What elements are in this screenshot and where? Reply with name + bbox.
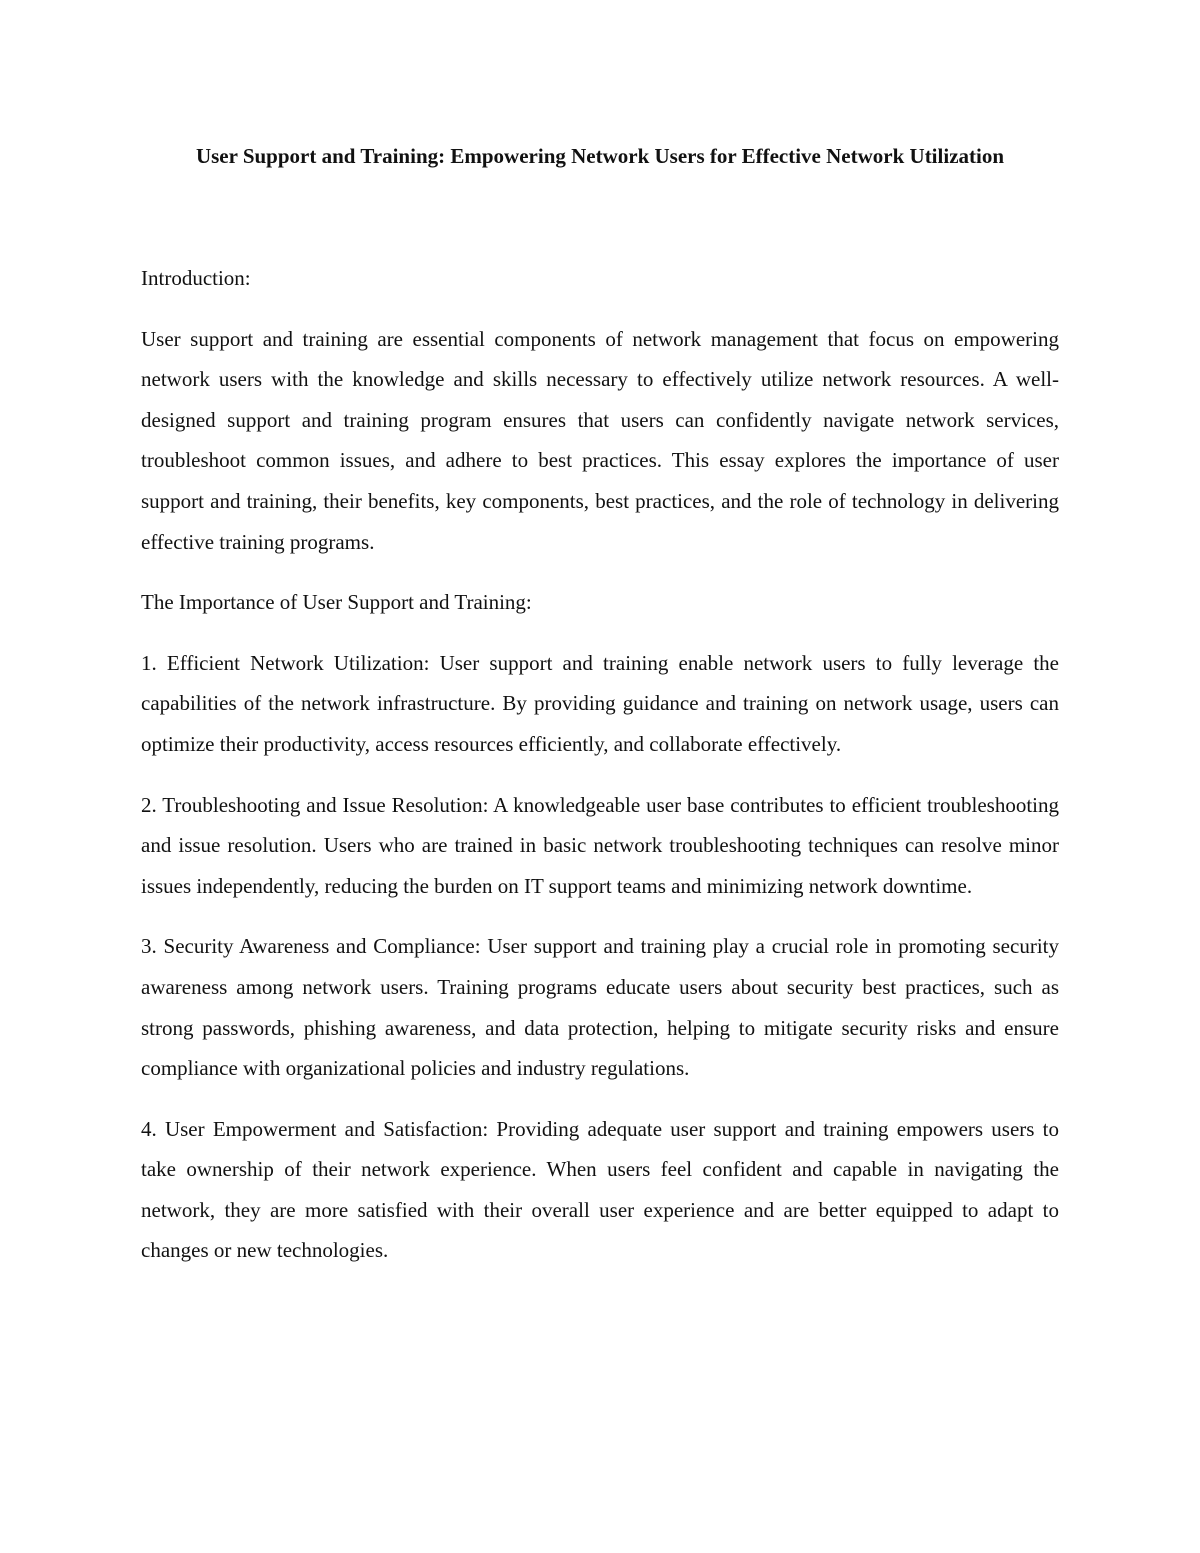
- point-paragraph-1: 1. Efficient Network Utilization: User support and training enable network users to fully leverage the capabilities of the network infrastructure. By providing guidance and training on network usage, users can optimize their productivity, access resources efficiently, and collaborate effectively.: [141, 650, 1059, 756]
- point-paragraph-3: 3. Security Awareness and Compliance: User support and training play a crucial role in promoting security awareness among network users. Training programs educate users about security best practices, such as strong passwords, phishing awareness, and data protection, helping to mitigate security risks and ensure compliance with organizational policies and industry regulations.: [141, 934, 1059, 1081]
- intro-heading: Introduction:: [141, 266, 251, 290]
- document-title: User Support and Training: Empowering Network Users for Effective Network Utilization: [195, 144, 1005, 168]
- point-paragraph-4: 4. User Empowerment and Satisfaction: Providing adequate user support and training empowers users to take ownership of their network experience. When users feel confident and capable in navigating the network, they are more satisfied with their overall user experience and are better equipped to adapt to changes or new technologies.: [141, 1116, 1059, 1263]
- intro-paragraph: User support and training are essential components of network management that focus on empowering network users with the knowledge and skills necessary to effectively utilize network resources. A well-designed support and training program ensures that users can confidently navigate network services, troubleshoot common issues, and adhere to best practices. This essay explores the importance of user support and training, their benefits, key components, best practices, and the role of technology in delivering effective training programs.: [141, 326, 1059, 554]
- importance-heading: The Importance of User Support and Training:: [141, 590, 532, 615]
- document-body: [141, 258, 1059, 1291]
- point-paragraph-2: 2. Troubleshooting and Issue Resolution: A knowledgeable user base contributes to efficient troubleshooting and issue resolution. Users who are trained in basic network troubleshooting techniques can resolve minor issues independently, reducing the burden on IT support teams and minimizing network downtime.: [141, 792, 1059, 898]
